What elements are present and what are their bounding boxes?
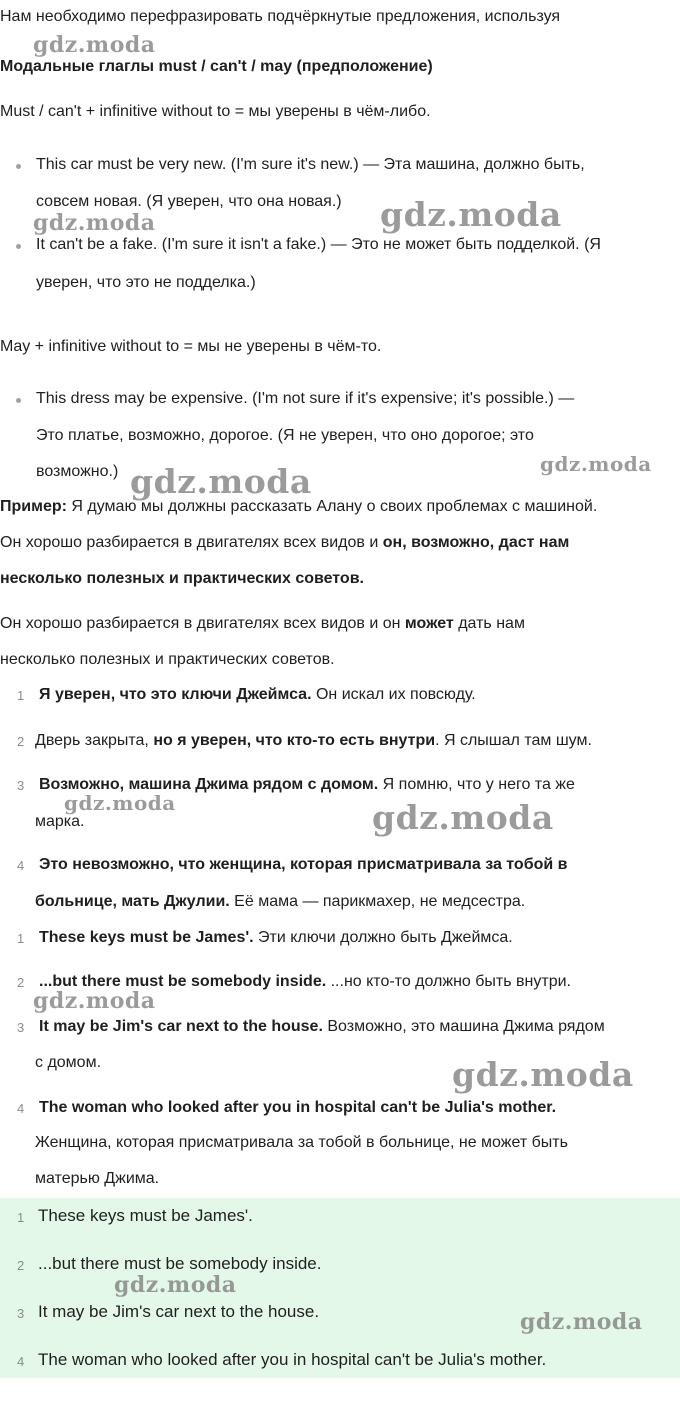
example-fake-line2: уверен, что это не подделка.) <box>36 274 256 291</box>
watermark: gdz.moda <box>520 1309 643 1335</box>
example-text: Он хорошо разбирается в двигателях всех видов и <box>0 534 383 551</box>
watermark: gdz.moda <box>33 32 156 58</box>
en-item-3-bold: It may be Jim's car next to the house. <box>39 1018 323 1035</box>
en-item-2-rest: ...но кто-то должно быть внутри. <box>326 973 571 990</box>
answer-3: It may be Jim's car next to the house. <box>38 1302 320 1321</box>
section-heading: Модальные глаглы must / can't / may (предположение) <box>0 58 433 75</box>
en-item-4-line2: Женщина, которая присматривала за тобой в больнице, не может быть <box>35 1134 568 1151</box>
ru-item-4-rest2: Её мама — парикмахер, не медсестра. <box>229 893 526 910</box>
ru-item-3-bold: Возможно, машина Джима рядом с домом. <box>39 776 379 793</box>
item-number: 3 <box>17 778 25 793</box>
watermark: gdz.moda <box>64 791 176 815</box>
example-dress-line1: This dress may be expensive. (I'm not sure if it's expensive; it's possible.) — <box>36 390 575 407</box>
en-item-1-bold: These keys must be James'. <box>39 929 254 946</box>
answer-number: 3 <box>17 1306 25 1321</box>
answer-4: The woman who looked after you in hospital can't be Julia's mother. <box>38 1350 547 1369</box>
en-item-3-rest: Возможно, это машина Джима рядом <box>322 1018 605 1035</box>
item-number: 4 <box>17 858 25 873</box>
example-line2 <box>0 534 569 552</box>
example-underlined: он, возможно, даст нам <box>382 534 570 551</box>
ru-item-3-rest: Я помню, что у него та же <box>378 776 575 793</box>
en-item-1 <box>39 929 513 947</box>
example-dress-line2: Это платье, возможно, дорогое. (Я не уверен, что оно дорогое; это <box>36 427 534 444</box>
en-item-3 <box>39 1018 605 1036</box>
item-number: 1 <box>17 931 25 946</box>
ru-item-1-rest: Он искал их повсюду. <box>311 686 476 703</box>
rule-must-cant: Must / can't + infinitive without to = мы уверены в чём-либо. <box>0 103 431 120</box>
intro-text: Нам необходимо перефразировать подчёркнутые предложения, используя <box>0 8 561 25</box>
watermark: gdz.moda <box>540 452 652 476</box>
ru-item-2-pre: Дверь закрыта, <box>35 732 154 749</box>
en-item-3-line2: с домом. <box>35 1054 102 1071</box>
example-text: Я думаю мы должны рассказать Алану о своих проблемах с машиной. <box>66 498 598 515</box>
ru-item-1-bold: Я уверен, что это ключи Джеймса. <box>39 686 312 703</box>
watermark: gdz.moda <box>33 210 156 236</box>
example-fake-line1: It can't be a fake. (I'm sure it isn't a fake.) — Это не может быть подделкой. (Я <box>36 236 601 253</box>
example-dress-line3: возможно.) <box>36 463 119 480</box>
ru-item-2-bold: но я уверен, что кто-то есть внутри <box>153 732 436 749</box>
watermark: gdz.moda <box>372 798 554 837</box>
ru-item-1 <box>39 686 476 704</box>
watermark: gdz.moda <box>130 462 312 501</box>
ru-item-2-rest: . Я слышал там шум. <box>435 732 592 749</box>
answer-2: ...but there must be somebody inside. <box>38 1254 322 1273</box>
example-text: Он хорошо разбирается в двигателях всех видов и он <box>0 615 405 632</box>
ru-item-3-line2: марка. <box>35 813 85 830</box>
rule-may: May + infinitive without to = мы не уверены в чём-то. <box>0 338 382 355</box>
example-car-line2: совсем новая. (Я уверен, что она новая.) <box>36 193 342 210</box>
ru-item-4-line2 <box>35 893 525 911</box>
en-item-4: The woman who looked after you in hospital can't be Julia's mother. <box>39 1099 557 1116</box>
watermark: gdz.moda <box>33 988 156 1014</box>
item-number: 4 <box>17 1101 25 1116</box>
en-item-1-rest: Эти ключи должно быть Джеймса. <box>253 929 513 946</box>
bullet <box>16 398 21 403</box>
watermark: gdz.moda <box>114 1272 237 1298</box>
example-text: дать нам <box>453 615 525 632</box>
ru-item-2 <box>35 732 592 750</box>
example-line4 <box>0 615 525 633</box>
bullet <box>16 244 21 249</box>
ru-item-4: Это невозможно, что женщина, которая присматривала за тобой в <box>39 856 568 873</box>
en-item-4-line3: матерью Джима. <box>35 1170 160 1187</box>
item-number: 3 <box>17 1020 25 1035</box>
bullet <box>16 164 21 169</box>
watermark: gdz.moda <box>452 1055 634 1094</box>
answer-number: 2 <box>17 1258 25 1273</box>
answer-number: 1 <box>17 1210 25 1225</box>
en-item-2-bold: ...but there must be somebody inside. <box>39 973 327 990</box>
answer-number: 4 <box>17 1354 25 1369</box>
example-label: Пример: <box>0 498 67 515</box>
answer-1: These keys must be James'. <box>38 1206 253 1225</box>
item-number: 2 <box>17 734 25 749</box>
example-line3: несколько полезных и практических советов. <box>0 570 364 587</box>
ru-item-4-bold2: больнице, мать Джулии. <box>35 893 230 910</box>
example-keyword: может <box>404 615 454 632</box>
item-number: 1 <box>17 688 25 703</box>
item-number: 2 <box>17 975 25 990</box>
watermark: gdz.moda <box>380 195 562 234</box>
example-line5: несколько полезных и практических советов. <box>0 651 335 668</box>
example-car-line1: This car must be very new. (I'm sure it's new.) — Эта машина, должно быть, <box>36 156 585 173</box>
